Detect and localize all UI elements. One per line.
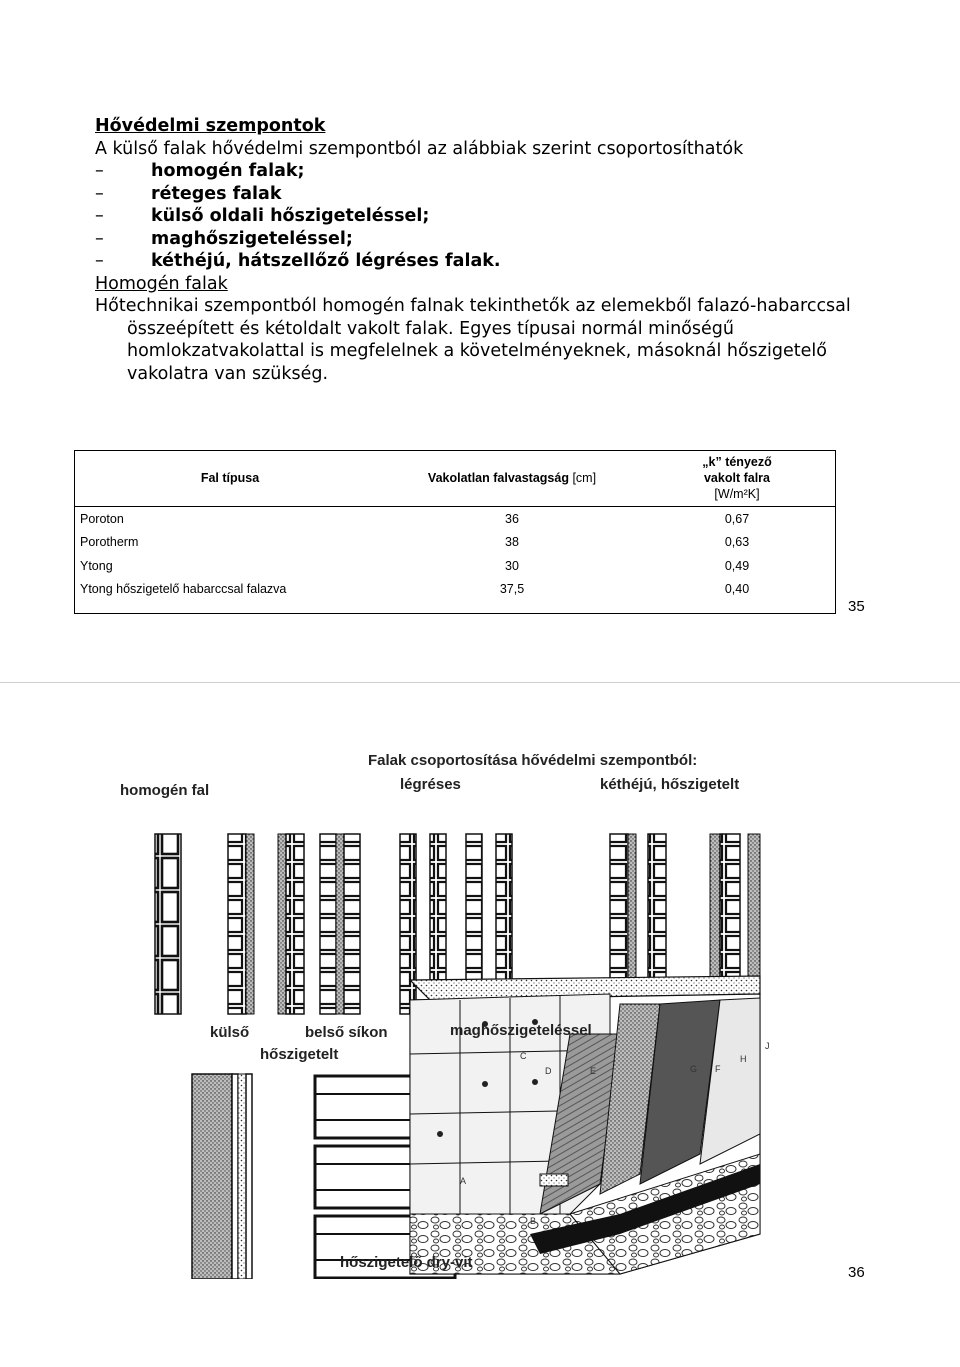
- paragraph: Hőtechnikai szempontból homogén falnak tekinthetők az elemekből falazó-habarccsal összeépített és kétoldalt vakolt falak. Egyes típusai normál minőségű homlokzatvakolattal is megfelelnek a követelményeknek, másoknál hőszigetelő vakolatra van szükség.: [95, 296, 851, 384]
- label-kulso: külső: [210, 1024, 250, 1041]
- layer-label: D: [545, 1066, 552, 1076]
- label-kethejú: kéthéjú, hőszigetelt: [600, 776, 740, 793]
- text-block: [95, 115, 855, 385]
- slide-35: [0, 0, 960, 682]
- figure-title: Falak csoportosítása hővédelmi szempontból:: [368, 752, 698, 769]
- table-row: Porotherm 38 0,63: [80, 535, 750, 550]
- table-row: Poroton 36 0,67: [80, 511, 750, 526]
- layer-label: C: [520, 1051, 527, 1061]
- header-wall-type: Fal típusa: [74, 450, 386, 507]
- header-thickness: Vakolatlan falvastagság [cm]: [386, 450, 638, 507]
- layer-label: J: [765, 1041, 770, 1051]
- wall-classification-figure: [100, 754, 780, 1279]
- page-number: 35: [848, 598, 865, 615]
- layer-label: E: [590, 1066, 597, 1076]
- subheading: Homogén falak: [95, 273, 228, 294]
- table-row: Ytong hőszigetelő habarccsal falazva 37,5 0,40: [80, 582, 750, 597]
- layer-label: B: [530, 1216, 537, 1226]
- list-item: – külső oldali hőszigeteléssel;: [95, 206, 430, 226]
- label-belso: belső síkon: [305, 1024, 388, 1041]
- intro-text: A külső falak hővédelmi szempontból az alábbiak szerint csoportosíthatók: [95, 138, 744, 159]
- label-homogen: homogén fal: [120, 782, 210, 799]
- section-heading: Hővédelmi szempontok: [95, 116, 326, 136]
- page-number: 36: [848, 1264, 865, 1281]
- layer-label: A: [460, 1176, 467, 1186]
- slide-36: [0, 684, 960, 1367]
- list-item: – réteges falak: [95, 183, 282, 204]
- figure-drawing: [100, 754, 780, 1279]
- label-kulso-2: hőszigetelt: [260, 1046, 339, 1063]
- list-item: – maghőszigeteléssel;: [95, 228, 353, 249]
- label-mag: maghőszigeteléssel: [450, 1022, 592, 1039]
- table-row: Ytong 30 0,49: [80, 558, 750, 573]
- list-item: – homogén falak;: [95, 161, 305, 181]
- table-header-row: [74, 450, 836, 507]
- wall-table: [74, 450, 836, 601]
- list-item: – kéthéjú, hátszellőző légréses falak.: [95, 251, 501, 271]
- header-k-value: „k” tényező vakolt falra [W/m²K]: [638, 450, 836, 507]
- label-dryvit: hőszigetelő dry-vit: [340, 1254, 473, 1271]
- layer-label: H: [740, 1054, 747, 1064]
- layer-label: G: [690, 1064, 698, 1074]
- label-legreses: légréses: [400, 776, 461, 793]
- slide-divider: [0, 682, 960, 683]
- dryvit-perspective: [410, 976, 760, 1274]
- layer-label: F: [715, 1064, 721, 1074]
